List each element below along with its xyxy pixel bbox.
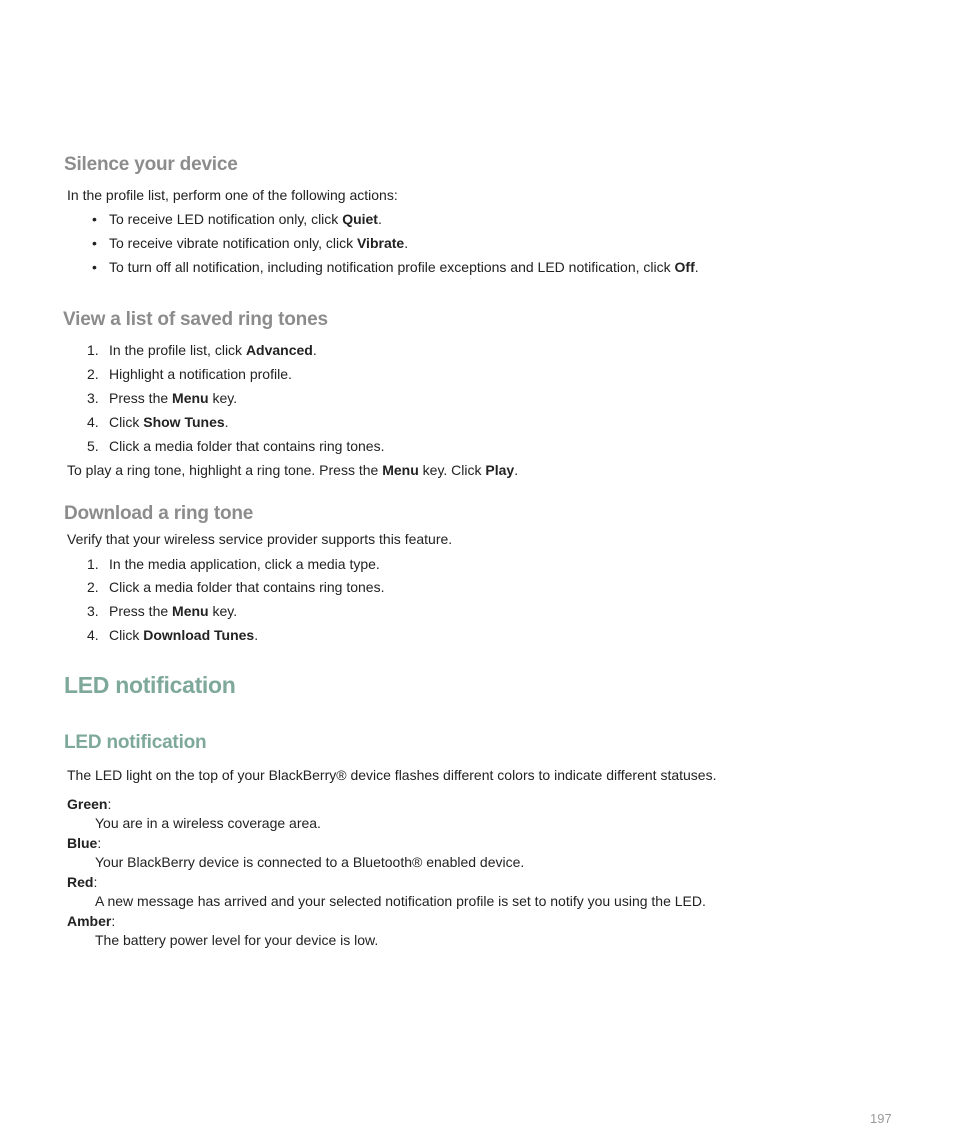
step-text: Click <box>109 627 144 643</box>
heading-silence-your-device: Silence your device <box>64 154 238 175</box>
definition-term <box>67 913 115 930</box>
step-text: Press the <box>109 390 173 406</box>
bullet-icon: • <box>92 235 97 251</box>
step-number: 4. <box>87 627 99 643</box>
download-intro: Verify that your wireless service provider supports this feature. <box>67 531 453 547</box>
bullet-bold: Quiet <box>342 211 378 227</box>
step-number: 1. <box>87 556 99 572</box>
led-intro: The LED light on the top of your BlackBerry® device flashes different colors to indicate different statuses. <box>67 767 717 783</box>
tip-bold-play: Play <box>485 462 515 478</box>
step-number: 1. <box>87 342 99 358</box>
heading-view-saved-ring-tones: View a list of saved ring tones <box>63 309 328 330</box>
silence-intro: In the profile list, perform one of the following actions: <box>67 187 398 203</box>
step-post: . <box>254 627 259 643</box>
definition-desc: The battery power level for your device is low. <box>95 932 379 948</box>
play-ring-tone-tip <box>67 462 518 479</box>
heading-led-notification: LED notification <box>64 732 207 753</box>
step-number: 4. <box>87 414 99 430</box>
step-bold: Menu <box>172 390 209 406</box>
step-post: key. <box>208 390 238 406</box>
tip-text-post: . <box>514 462 519 478</box>
definition-desc: A new message has arrived and your selected notification profile is set to notify you using the LED. <box>95 893 706 909</box>
term-colon: : <box>111 913 116 929</box>
definition-desc: Your BlackBerry device is connected to a Bluetooth® enabled device. <box>95 854 525 870</box>
term-blue: Blue <box>67 835 98 851</box>
page-number: 197 <box>870 1111 892 1126</box>
bullet-bold: Off <box>674 259 695 275</box>
term-colon: : <box>107 796 112 812</box>
step-text: Click a media folder that contains ring tones. <box>109 579 385 595</box>
step-number: 3. <box>87 390 99 406</box>
chapter-title-led-notification: LED notification <box>64 672 236 698</box>
step-text: Press the <box>109 603 173 619</box>
bullet-bold: Vibrate <box>356 235 405 251</box>
definition-desc: You are in a wireless coverage area. <box>95 815 321 831</box>
step-text: Click a media folder that contains ring tones. <box>109 438 385 454</box>
tip-bold-menu: Menu <box>382 462 419 478</box>
term-red: Red <box>67 874 94 890</box>
term-amber: Amber <box>67 913 112 929</box>
term-colon: : <box>93 874 98 890</box>
step-bold: Download Tunes <box>143 627 255 643</box>
step-bold: Advanced <box>245 342 313 358</box>
term-colon: : <box>97 835 102 851</box>
heading-download-ring-tone: Download a ring tone <box>64 503 254 524</box>
step-post: . <box>312 342 317 358</box>
bullet-post: . <box>694 259 699 275</box>
bullet-text: To receive vibrate notification only, click <box>109 235 357 251</box>
step-text: Click <box>109 414 144 430</box>
definition-term <box>67 835 101 852</box>
step-text: In the media application, click a media type. <box>109 556 380 572</box>
bullet-icon: • <box>92 211 97 227</box>
bullet-text: To turn off all notification, including notification profile exceptions and LED notification, click <box>109 259 675 275</box>
definition-term <box>67 796 111 813</box>
step-number: 3. <box>87 603 99 619</box>
tip-text-mid: key. Click <box>418 462 486 478</box>
bullet-icon: • <box>92 259 97 275</box>
term-green: Green <box>67 796 108 812</box>
tip-text: To play a ring tone, highlight a ring tone. Press the <box>67 462 383 478</box>
bullet-post: . <box>377 211 382 227</box>
step-post: key. <box>208 603 238 619</box>
step-text: In the profile list, click <box>109 342 246 358</box>
step-bold: Menu <box>172 603 209 619</box>
step-post: . <box>224 414 229 430</box>
bullet-post: . <box>404 235 409 251</box>
definition-term <box>67 874 97 891</box>
step-number: 5. <box>87 438 99 454</box>
bullet-text: To receive LED notification only, click <box>109 211 343 227</box>
step-number: 2. <box>87 579 99 595</box>
step-bold: Show Tunes <box>143 414 225 430</box>
step-text: Highlight a notification profile. <box>109 366 292 382</box>
step-number: 2. <box>87 366 99 382</box>
